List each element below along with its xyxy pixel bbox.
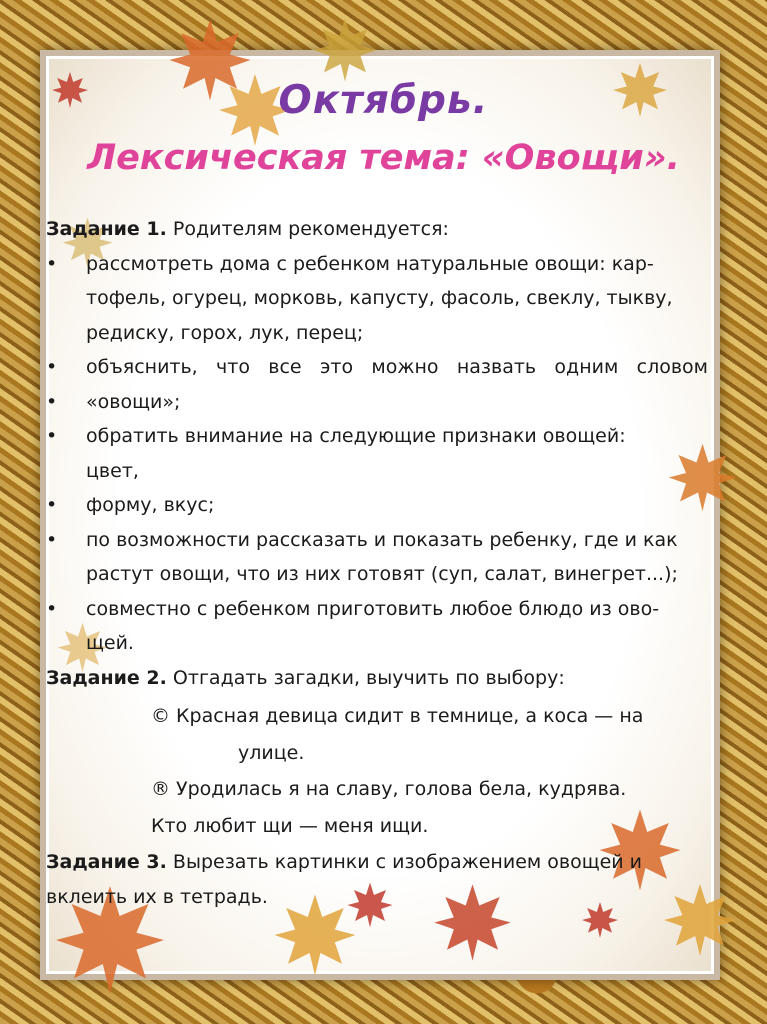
task2-heading [46,661,708,696]
bullet-line: редиску, горох, лук, перец; [86,321,364,344]
document-body [46,212,708,914]
list-item: • совместно с ребенком приготовить любое блюдо из ово- щей. [46,592,708,661]
bullet-line: тофель, огурец, морковь, капусту, фасоль, свеклу, тыкву, [86,287,673,309]
maple-leaf-icon [310,15,380,85]
bullet-line: рассмотреть дома с ребенком натуральные овощи: кар- [86,252,654,275]
task3-text: Вырезать картинки с изображением овощей и [166,851,643,873]
riddle-line: улице. [238,741,305,764]
task1-label: Задание 1. [46,218,167,240]
list-item: • «овощи»; [46,385,708,420]
bullet-line: объяснить, что все это можно назвать одним словом [86,356,708,378]
riddle-line: ® Уродилась я на славу, голова бела, кудрява. [151,778,627,800]
bullet-line: растут овощи, что из них готовят (суп, салат, винегрет...); [86,563,678,585]
page-title: Октябрь. [278,78,489,123]
list-item: • объяснить, что все это можно назвать одним словом [46,350,708,385]
bullet-line: цвет, [86,459,139,482]
bullet-line: по возможности рассказать и показать ребенку, где и как [86,528,678,551]
list-item: • форму, вкус; [46,488,708,523]
lexical-theme-subtitle: Лексическая тема: «Овощи». [87,138,680,178]
bullet-line: «овощи»; [86,390,181,413]
task3-label: Задание 3. [46,851,167,873]
bullet-line: форму, вкус; [86,494,215,516]
bullet-line: обратить внимание на следующие признаки овощей: [86,425,626,447]
task3-heading [46,845,708,880]
task1-text: Родителям рекомендуется: [166,218,449,240]
bullet-line: щей. [86,632,134,654]
task3-line2: вклеить их в тетрадь. [46,885,268,908]
riddle-line: © Красная девица сидит в темнице, а коса — на [151,705,644,727]
task1-heading [46,212,708,247]
task2-text: Отгадать загадки, выучить по выбору: [166,666,565,689]
task2-label: Задание 2. [46,666,167,689]
bullet-line: совместно с ребенком приготовить любое блюдо из ово- [86,597,660,620]
riddle-line: Кто любит щи — меня ищи. [151,814,429,837]
list-item: • обратить внимание на следующие признаки овощей: цвет, [46,419,708,488]
list-item: • рассмотреть дома с ребенком натуральные овощи: кар- тофель, огурец, морковь, капусту, фасоль, свеклу, тыкву, редиску, горох, лук, перец; [46,247,708,351]
list-item: • по возможности рассказать и показать ребенку, где и как растут овощи, что из них готовят (суп, салат, винегрет...); [46,523,708,592]
